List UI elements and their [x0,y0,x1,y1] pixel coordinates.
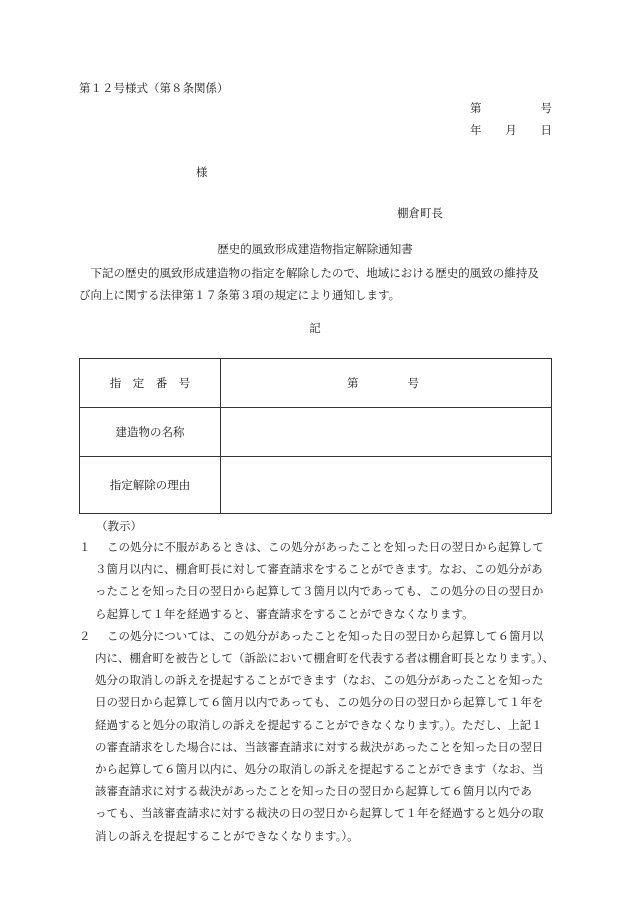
table-row-building-name [80,408,552,457]
instruction-heading: （教示） [96,519,142,533]
table-row-release-reason [80,457,552,514]
value-release-reason [221,457,552,514]
item-line: 処分の取消しの訴えを提起することができます（なお、この処分があったことを知った [95,673,544,688]
item-line: から起算して６箇月以内に、処分の取消しの訴えを提起することができます（なお、当 [95,762,544,777]
item-line: の審査請求をした場合には、当該審査請求に対する裁決があったことを知った日の翌日 [95,739,544,754]
document-number [470,100,552,116]
item-line: 該審査請求に対する裁決があったことを知った日の翌日から起算して６箇月以内であ [95,784,532,799]
date-month: 月 [505,123,517,137]
designation-table [79,358,552,514]
item-line: 消しの訴えを提起することができなくなります。）。 [95,828,359,843]
item-line: ったことを知った日の翌日から起算して３箇月以内であっても、この処分の日の翌日か [95,584,544,599]
label-building-name: 建造物の名称 [80,408,221,457]
instruction-item-1 [79,536,559,625]
document-title: 歴史的風致形成建造物指定解除通知書 [217,242,413,256]
item-line: 内に、棚倉町を被告として（訴訟において棚倉町を代表する者は棚倉町長となります。）、 [95,651,555,666]
item-line: 日の翌日から起算して６箇月以内であっても、この処分の日の翌日から起算して１年を [95,695,544,710]
value-designation-number [221,359,552,408]
document-number-suffix: 号 [540,101,552,115]
body-line: 下記の歴史的風致形成建造物の指定を解除したので、地域における歴史的風致の維持及 [79,266,539,280]
value-building-name [221,408,552,457]
body-text [79,262,554,306]
recipient-suffix: 様 [196,165,208,179]
label-designation-number: 指 定 番 号 [80,359,221,408]
ki-heading: 記 [309,321,321,335]
sender: 棚倉町長 [397,206,443,220]
document-number-prefix: 第 [470,101,482,115]
item-line: 経過すると処分の取消しの訴えを提起することができなくなります。）。ただし、上記１ [95,717,543,732]
item-line: この処分については、この処分があったことを知った日の翌日から起算して６箇月以 [107,628,544,643]
item-line: ら起算して１年を経過すると、審査請求をすることができなくなります。 [95,606,474,621]
item-number: ２ [79,628,91,643]
label-release-reason: 指定解除の理由 [80,457,221,514]
item-line: ３箇月以内に、棚倉町長に対して審査請求をすることができます。なお、この処分があ [95,562,543,577]
date-year: 年 [470,123,482,137]
body-line: び向上に関する法律第１７条第３項の規定により通知します。 [79,288,401,302]
instruction-item-2 [79,625,559,847]
item-number: １ [79,540,91,554]
designation-number-suffix: 号 [407,376,419,390]
table-row-designation-number [80,359,552,408]
document-date [470,122,552,138]
item-line: この処分に不服があるときは、この処分があったことを知った日の翌日から起算して [107,540,544,554]
item-line: っても、当該審査請求に対する裁決の日の翌日から起算して１年を経過すると処分の取 [95,806,544,821]
form-label: 第１２号様式（第８条関係） [79,81,229,95]
date-day: 日 [540,123,552,137]
instruction-notes [79,536,559,847]
designation-number-prefix: 第 [347,376,359,390]
